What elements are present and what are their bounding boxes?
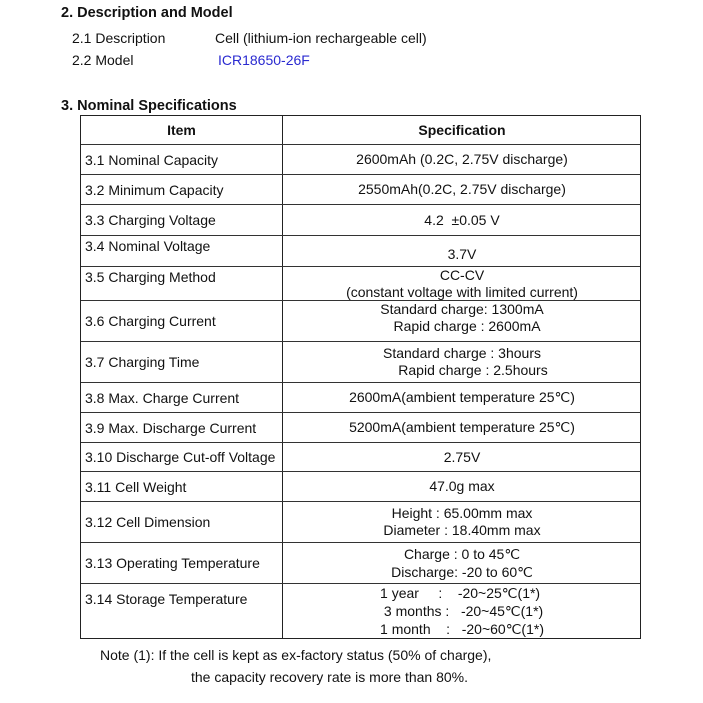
spec-line: 3.7V [447, 245, 477, 262]
row-item: 3.8 Max. Charge Current [85, 389, 240, 406]
column-divider [282, 145, 283, 174]
spec-line: 47.0g max [429, 478, 495, 494]
row-spec [284, 413, 640, 442]
spec-line: Rapid charge : 2600mA [393, 318, 541, 334]
table-header-row [81, 116, 640, 144]
row-spec [284, 145, 640, 174]
row-spec [284, 383, 640, 412]
spec-line: (constant voltage with limited current) [346, 283, 578, 300]
spec-line: Charge : 0 to 45℃ [403, 546, 521, 562]
column-divider [282, 443, 283, 471]
nominal-specifications-table [80, 115, 641, 639]
table-row [81, 442, 640, 471]
row-item: 3.5 Charging Method [85, 269, 216, 285]
table-row [81, 235, 640, 266]
spec-line: Discharge: -20 to 60℃ [391, 564, 533, 580]
spec-line: 4.2 ±0.05 V [424, 211, 500, 228]
column-divider [282, 205, 283, 235]
table-row [81, 300, 640, 341]
section-2-heading: 2. Description and Model [61, 5, 233, 21]
spec-line: 5200mA(ambient temperature 25℃) [349, 419, 575, 435]
spec-line: 2.75V [443, 448, 481, 465]
spec-line: CC-CV [439, 266, 485, 283]
row-spec [284, 175, 640, 204]
row-spec [284, 342, 640, 382]
spec-line: Height : 65.00mm max [391, 505, 533, 521]
table-row [81, 266, 640, 300]
spec-line: Standard charge: 1300mA [380, 301, 544, 317]
column-divider [282, 116, 283, 144]
model-label: 2.2 Model [72, 52, 134, 68]
row-spec [284, 443, 640, 471]
spec-line: 1 year : -20~25℃(1*) [380, 585, 541, 601]
row-spec [284, 205, 640, 235]
row-spec [284, 502, 640, 542]
row-item: 3.1 Nominal Capacity [85, 151, 219, 168]
model-value: ICR18650-26F [218, 52, 310, 68]
table-row [81, 471, 640, 501]
table-row [81, 542, 640, 583]
spec-line: 3 months : -20~45℃(1*) [380, 603, 544, 619]
row-item: 3.12 Cell Dimension [85, 514, 211, 530]
row-spec [284, 472, 640, 501]
section-3-heading: 3. Nominal Specifications [61, 98, 237, 114]
column-divider [282, 584, 283, 638]
note-line-1: Note (1): If the cell is kept as ex-factory status (50% of charge), [100, 647, 492, 663]
spec-line: 2600mA(ambient temperature 25℃) [349, 389, 575, 405]
column-divider [282, 472, 283, 501]
description-value: Cell (lithium-ion rechargeable cell) [215, 30, 427, 46]
column-divider [282, 543, 283, 583]
row-item: 3.13 Operating Temperature [85, 555, 260, 571]
spec-line: Standard charge : 3hours [383, 345, 541, 361]
spec-line: Diameter : 18.40mm max [383, 522, 541, 538]
column-divider [282, 175, 283, 204]
table-row [81, 144, 640, 174]
column-divider [282, 383, 283, 412]
table-row [81, 583, 640, 638]
row-spec [284, 236, 640, 266]
spec-line: Rapid charge : 2.5hours [398, 362, 548, 378]
column-header-specification: Specification [418, 121, 506, 138]
table-row [81, 412, 640, 442]
table-row [81, 341, 640, 382]
table-row [81, 382, 640, 412]
row-item: 3.14 Storage Temperature [85, 591, 248, 607]
column-divider [282, 301, 283, 341]
row-spec [284, 267, 640, 300]
row-spec [284, 301, 640, 341]
column-divider [282, 342, 283, 382]
row-item: 3.7 Charging Time [85, 354, 200, 370]
column-divider [282, 413, 283, 442]
column-divider [282, 236, 283, 266]
table-row [81, 204, 640, 235]
row-item: 3.2 Minimum Capacity [85, 181, 224, 198]
table-row [81, 501, 640, 542]
spec-line: 1 month : -20~60℃(1*) [380, 621, 544, 637]
spec-line: 2550mAh(0.2C, 2.75V discharge) [358, 181, 566, 197]
table-row [81, 174, 640, 204]
row-item: 3.11 Cell Weight [85, 478, 187, 495]
column-divider [282, 267, 283, 300]
column-divider [282, 502, 283, 542]
row-item: 3.6 Charging Current [85, 313, 216, 329]
row-spec [284, 543, 640, 583]
row-item: 3.9 Max. Discharge Current [85, 419, 257, 436]
row-item: 3.3 Charging Voltage [85, 212, 216, 228]
row-item: 3.4 Nominal Voltage [85, 238, 211, 254]
column-header-item: Item [167, 122, 196, 138]
spec-line: 2600mAh (0.2C, 2.75V discharge) [356, 151, 568, 167]
note-line-2: the capacity recovery rate is more than 80%. [191, 669, 469, 685]
description-label: 2.1 Description [72, 30, 166, 46]
row-item: 3.10 Discharge Cut-off Voltage [85, 449, 276, 465]
row-spec [284, 584, 640, 638]
